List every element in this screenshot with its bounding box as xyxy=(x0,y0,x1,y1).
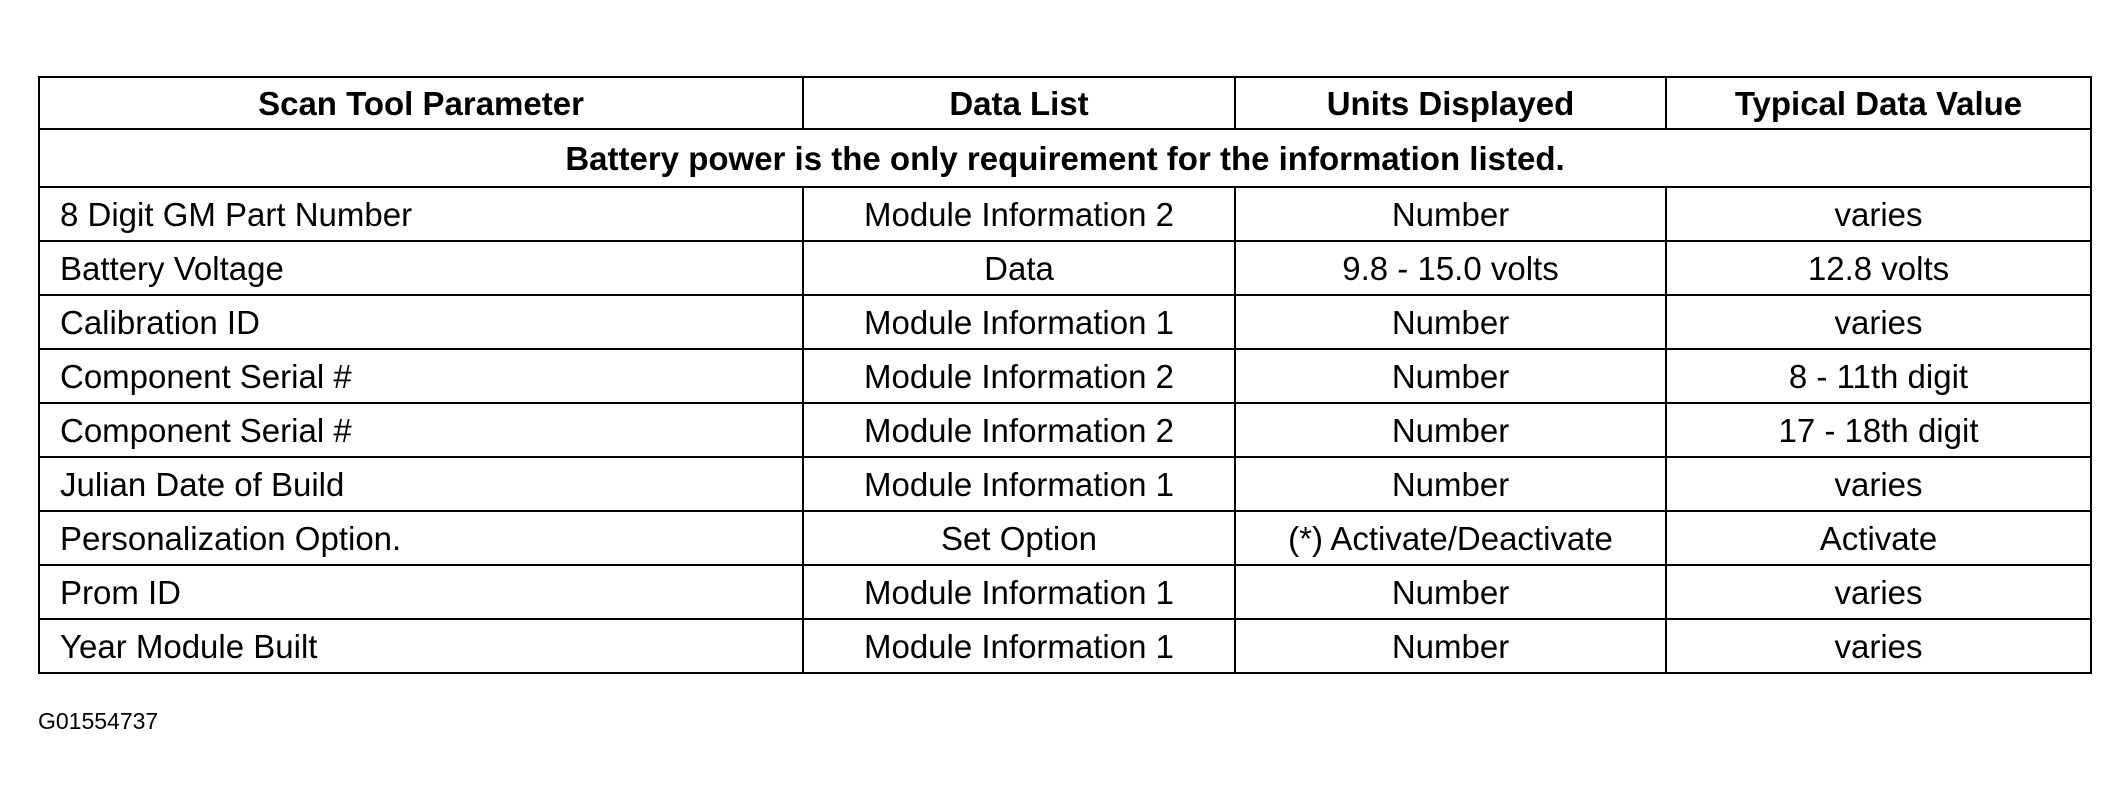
table-row xyxy=(39,457,2091,511)
cell-parameter: Year Module Built xyxy=(39,619,803,673)
header-scan-tool-parameter: Scan Tool Parameter xyxy=(39,77,803,129)
cell-data-list: Module Information 1 xyxy=(803,295,1235,349)
cell-typical-value: varies xyxy=(1666,187,2091,241)
battery-requirement-banner: Battery power is the only requirement for the information listed. xyxy=(39,129,2091,187)
cell-parameter: Component Serial # xyxy=(39,403,803,457)
cell-parameter: Component Serial # xyxy=(39,349,803,403)
cell-data-list: Module Information 1 xyxy=(803,457,1235,511)
cell-units: Number xyxy=(1235,295,1666,349)
banner-row xyxy=(39,129,2091,187)
cell-data-list: Module Information 2 xyxy=(803,403,1235,457)
cell-typical-value: varies xyxy=(1666,565,2091,619)
cell-units: Number xyxy=(1235,403,1666,457)
header-row xyxy=(39,77,2091,129)
table-row xyxy=(39,565,2091,619)
cell-data-list: Data xyxy=(803,241,1235,295)
cell-parameter: Calibration ID xyxy=(39,295,803,349)
cell-typical-value: Activate xyxy=(1666,511,2091,565)
header-units-displayed: Units Displayed xyxy=(1235,77,1666,129)
scan-tool-data-table xyxy=(38,76,2092,674)
cell-data-list: Module Information 2 xyxy=(803,349,1235,403)
cell-units: Number xyxy=(1235,565,1666,619)
cell-units: Number xyxy=(1235,457,1666,511)
table-row xyxy=(39,349,2091,403)
cell-data-list: Module Information 2 xyxy=(803,187,1235,241)
cell-parameter: 8 Digit GM Part Number xyxy=(39,187,803,241)
cell-parameter: Battery Voltage xyxy=(39,241,803,295)
cell-typical-value: varies xyxy=(1666,295,2091,349)
table-row xyxy=(39,187,2091,241)
cell-data-list: Module Information 1 xyxy=(803,565,1235,619)
cell-data-list: Set Option xyxy=(803,511,1235,565)
cell-typical-value: 8 - 11th digit xyxy=(1666,349,2091,403)
table-row xyxy=(39,241,2091,295)
table-row xyxy=(39,511,2091,565)
cell-units: Number xyxy=(1235,619,1666,673)
cell-units: Number xyxy=(1235,349,1666,403)
cell-typical-value: varies xyxy=(1666,619,2091,673)
cell-parameter: Personalization Option. xyxy=(39,511,803,565)
cell-units: Number xyxy=(1235,187,1666,241)
cell-units: (*) Activate/Deactivate xyxy=(1235,511,1666,565)
header-typical-data-value: Typical Data Value xyxy=(1666,77,2091,129)
cell-typical-value: 17 - 18th digit xyxy=(1666,403,2091,457)
table-row xyxy=(39,403,2091,457)
cell-typical-value: 12.8 volts xyxy=(1666,241,2091,295)
cell-typical-value: varies xyxy=(1666,457,2091,511)
cell-units: 9.8 - 15.0 volts xyxy=(1235,241,1666,295)
figure-id: G01554737 xyxy=(38,708,159,734)
scan-tool-data-table-container xyxy=(38,76,2090,674)
cell-parameter: Julian Date of Build xyxy=(39,457,803,511)
cell-parameter: Prom ID xyxy=(39,565,803,619)
header-data-list: Data List xyxy=(803,77,1235,129)
table-row xyxy=(39,619,2091,673)
cell-data-list: Module Information 1 xyxy=(803,619,1235,673)
table-row xyxy=(39,295,2091,349)
